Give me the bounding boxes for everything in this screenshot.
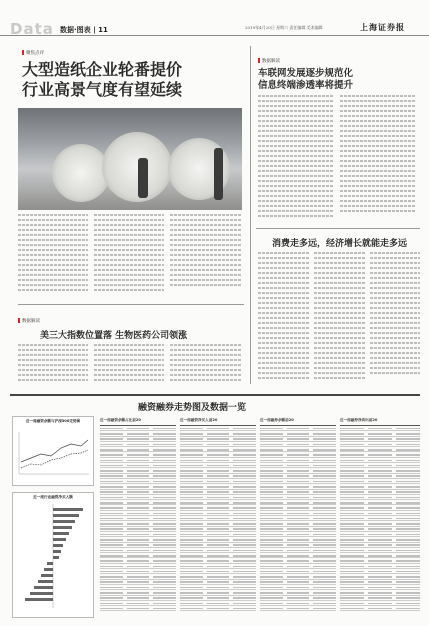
column-divider bbox=[250, 46, 251, 384]
date-line: 2019年4月20日 星期六 责任编辑 美术编辑 bbox=[245, 25, 323, 30]
table-net-buy bbox=[180, 416, 256, 620]
table3-title: 近一周融券余额前20 bbox=[260, 416, 336, 426]
left-mid-kicker: 数据解读 bbox=[18, 318, 40, 324]
kicker-bar-icon bbox=[22, 50, 24, 55]
banner-rule bbox=[10, 394, 420, 396]
chart2-plot bbox=[13, 500, 93, 612]
lead-body-col1 bbox=[18, 214, 88, 300]
lead-kicker: 聚焦点评 bbox=[22, 50, 44, 56]
lead-body-col2 bbox=[94, 214, 164, 300]
table-short-net-sell bbox=[340, 416, 420, 620]
kicker-bar-icon bbox=[258, 58, 260, 63]
right-top-title: 车联网发展逐步规范化 信息终端渗透率将提升 bbox=[258, 68, 354, 91]
section-brand: Data bbox=[10, 20, 54, 38]
right-top-body-col1 bbox=[258, 95, 334, 223]
right-mid-body-col1 bbox=[258, 252, 310, 384]
section-title: 数据·图表 | 11 bbox=[60, 26, 108, 34]
paper-name: 上海证券报 bbox=[360, 22, 405, 32]
table-short-balance bbox=[260, 416, 336, 620]
table-margin-ratio bbox=[100, 416, 176, 620]
right-top-kicker: 数据解读 bbox=[258, 58, 280, 64]
lead-title bbox=[22, 60, 182, 100]
table4-title: 近一周融券净卖出前20 bbox=[340, 416, 420, 426]
lead-title-line2: 行业高景气度有望延续 bbox=[22, 80, 183, 99]
table2-title: 近一周融资净买入前20 bbox=[180, 416, 256, 426]
right-mid-body-col3 bbox=[370, 252, 420, 384]
section-divider-left bbox=[18, 304, 244, 305]
left-mid-body-col2 bbox=[94, 344, 164, 388]
section-divider-right bbox=[256, 228, 420, 229]
right-mid-body-col2 bbox=[314, 252, 366, 384]
chart1-title: 近一周融资余额与沪深300走势图 bbox=[25, 419, 81, 423]
chart1-plot bbox=[13, 424, 93, 480]
chart1-series-b bbox=[21, 450, 88, 468]
tables-banner: 融资融券走势图及数据一览 bbox=[138, 403, 247, 413]
kicker-bar-icon bbox=[18, 318, 20, 323]
financing-balance-chart bbox=[12, 416, 94, 486]
lead-body-col3 bbox=[170, 214, 242, 300]
right-top-body-col2 bbox=[340, 95, 416, 223]
industry-net-buy-chart bbox=[12, 492, 94, 618]
left-mid-title: 美三大指数位置落 生物医药公司领涨 bbox=[40, 331, 188, 341]
table1-title: 近一周融资余额占比前20 bbox=[100, 416, 176, 426]
right-mid-title: 消费走多远，经济增长就能走多远 bbox=[272, 239, 408, 249]
chart1-series-a bbox=[21, 440, 88, 462]
left-mid-body-col1 bbox=[18, 344, 88, 388]
lead-title-line1: 大型造纸企业轮番提价 bbox=[22, 60, 183, 79]
paper-mill-photo bbox=[18, 108, 242, 210]
chart2-title: 近一周行业融资净买入额 bbox=[33, 495, 73, 499]
left-mid-body-col3 bbox=[170, 344, 242, 388]
